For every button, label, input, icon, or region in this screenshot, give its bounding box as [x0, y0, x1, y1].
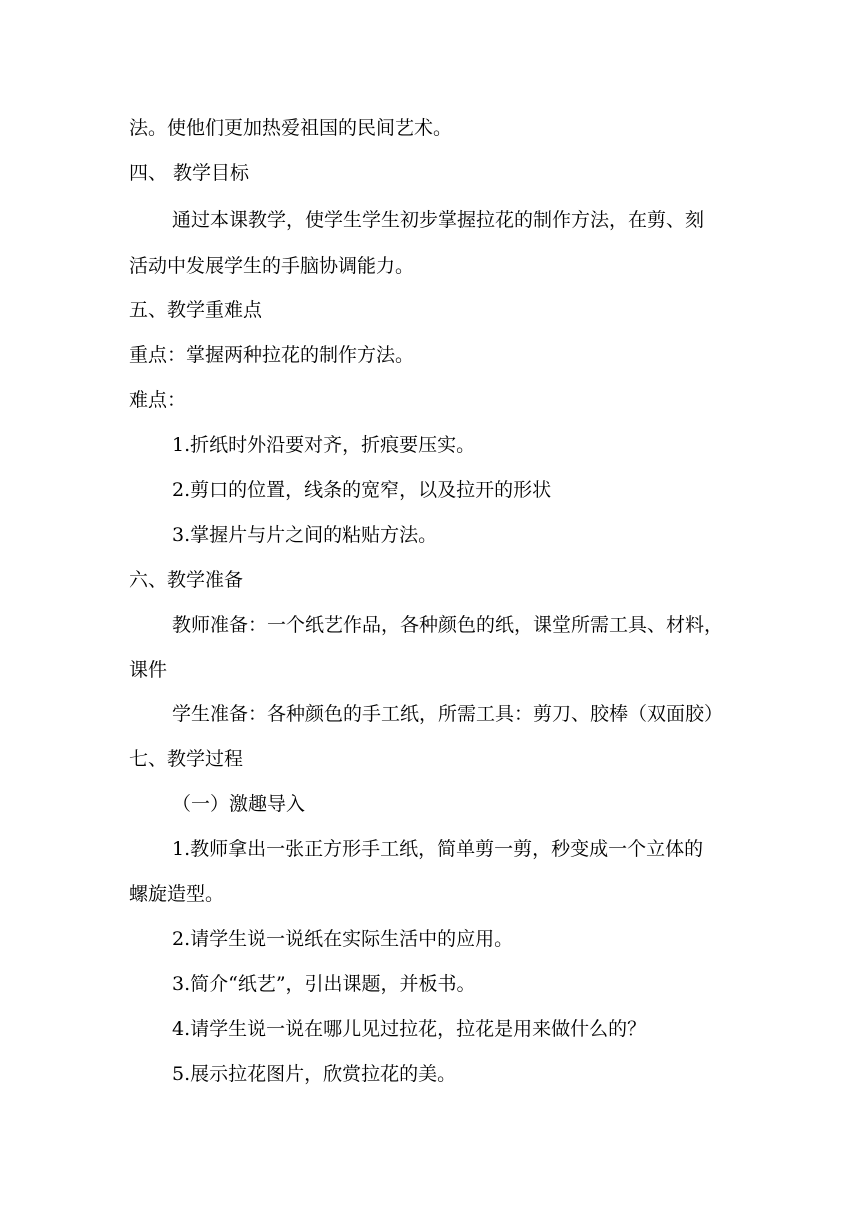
text-line-4: 活动中发展学生的手脑协调能力。	[129, 255, 415, 277]
list-item: 1.折纸时外沿要对齐，折痕要压实。	[172, 434, 476, 456]
text-line-18: 螺旋造型。	[129, 883, 225, 905]
text-line-7: 难点：	[129, 389, 187, 411]
text-line-6: 重点：掌握两种拉花的制作方法。	[129, 344, 415, 366]
subsection-heading-intro: （一）激趣导入	[172, 793, 306, 815]
text-line-1: 法。使他们更加热爱祖国的民间艺术。	[129, 117, 453, 139]
section-heading-teaching-objectives: 四、 教学目标	[129, 162, 250, 184]
list-item: 5.展示拉花图片，欣赏拉花的美。	[172, 1063, 457, 1085]
section-heading-teaching-process: 七、教学过程	[129, 748, 244, 770]
section-heading-key-difficult-points: 五、教学重难点	[129, 299, 263, 321]
list-item: 1.教师拿出一张正方形手工纸，简单剪一剪，秒变成一个立体的	[172, 838, 704, 860]
text-line-12: 教师准备：一个纸艺作品，各种颜色的纸，课堂所需工具、材料，	[172, 614, 724, 636]
list-item: 2.剪口的位置，线条的宽窄，以及拉开的形状	[172, 479, 552, 501]
text-line-3: 通过本课教学，使学生学生初步掌握拉花的制作方法，在剪、刻	[172, 209, 705, 231]
text-line-14: 学生准备：各种颜色的手工纸，所需工具：剪刀、胶棒（双面胶）	[172, 703, 724, 725]
list-item: 3.简介“纸艺”，引出课题，并板书。	[172, 973, 476, 995]
section-heading-teaching-preparation: 六、教学准备	[129, 569, 244, 591]
list-item: 3.掌握片与片之间的粘贴方法。	[172, 524, 438, 546]
list-item: 2.请学生说一说纸在实际生活中的应用。	[172, 928, 514, 950]
text-line-13: 课件	[129, 659, 168, 681]
list-item: 4.请学生说一说在哪儿见过拉花，拉花是用来做什么的？	[172, 1018, 647, 1040]
